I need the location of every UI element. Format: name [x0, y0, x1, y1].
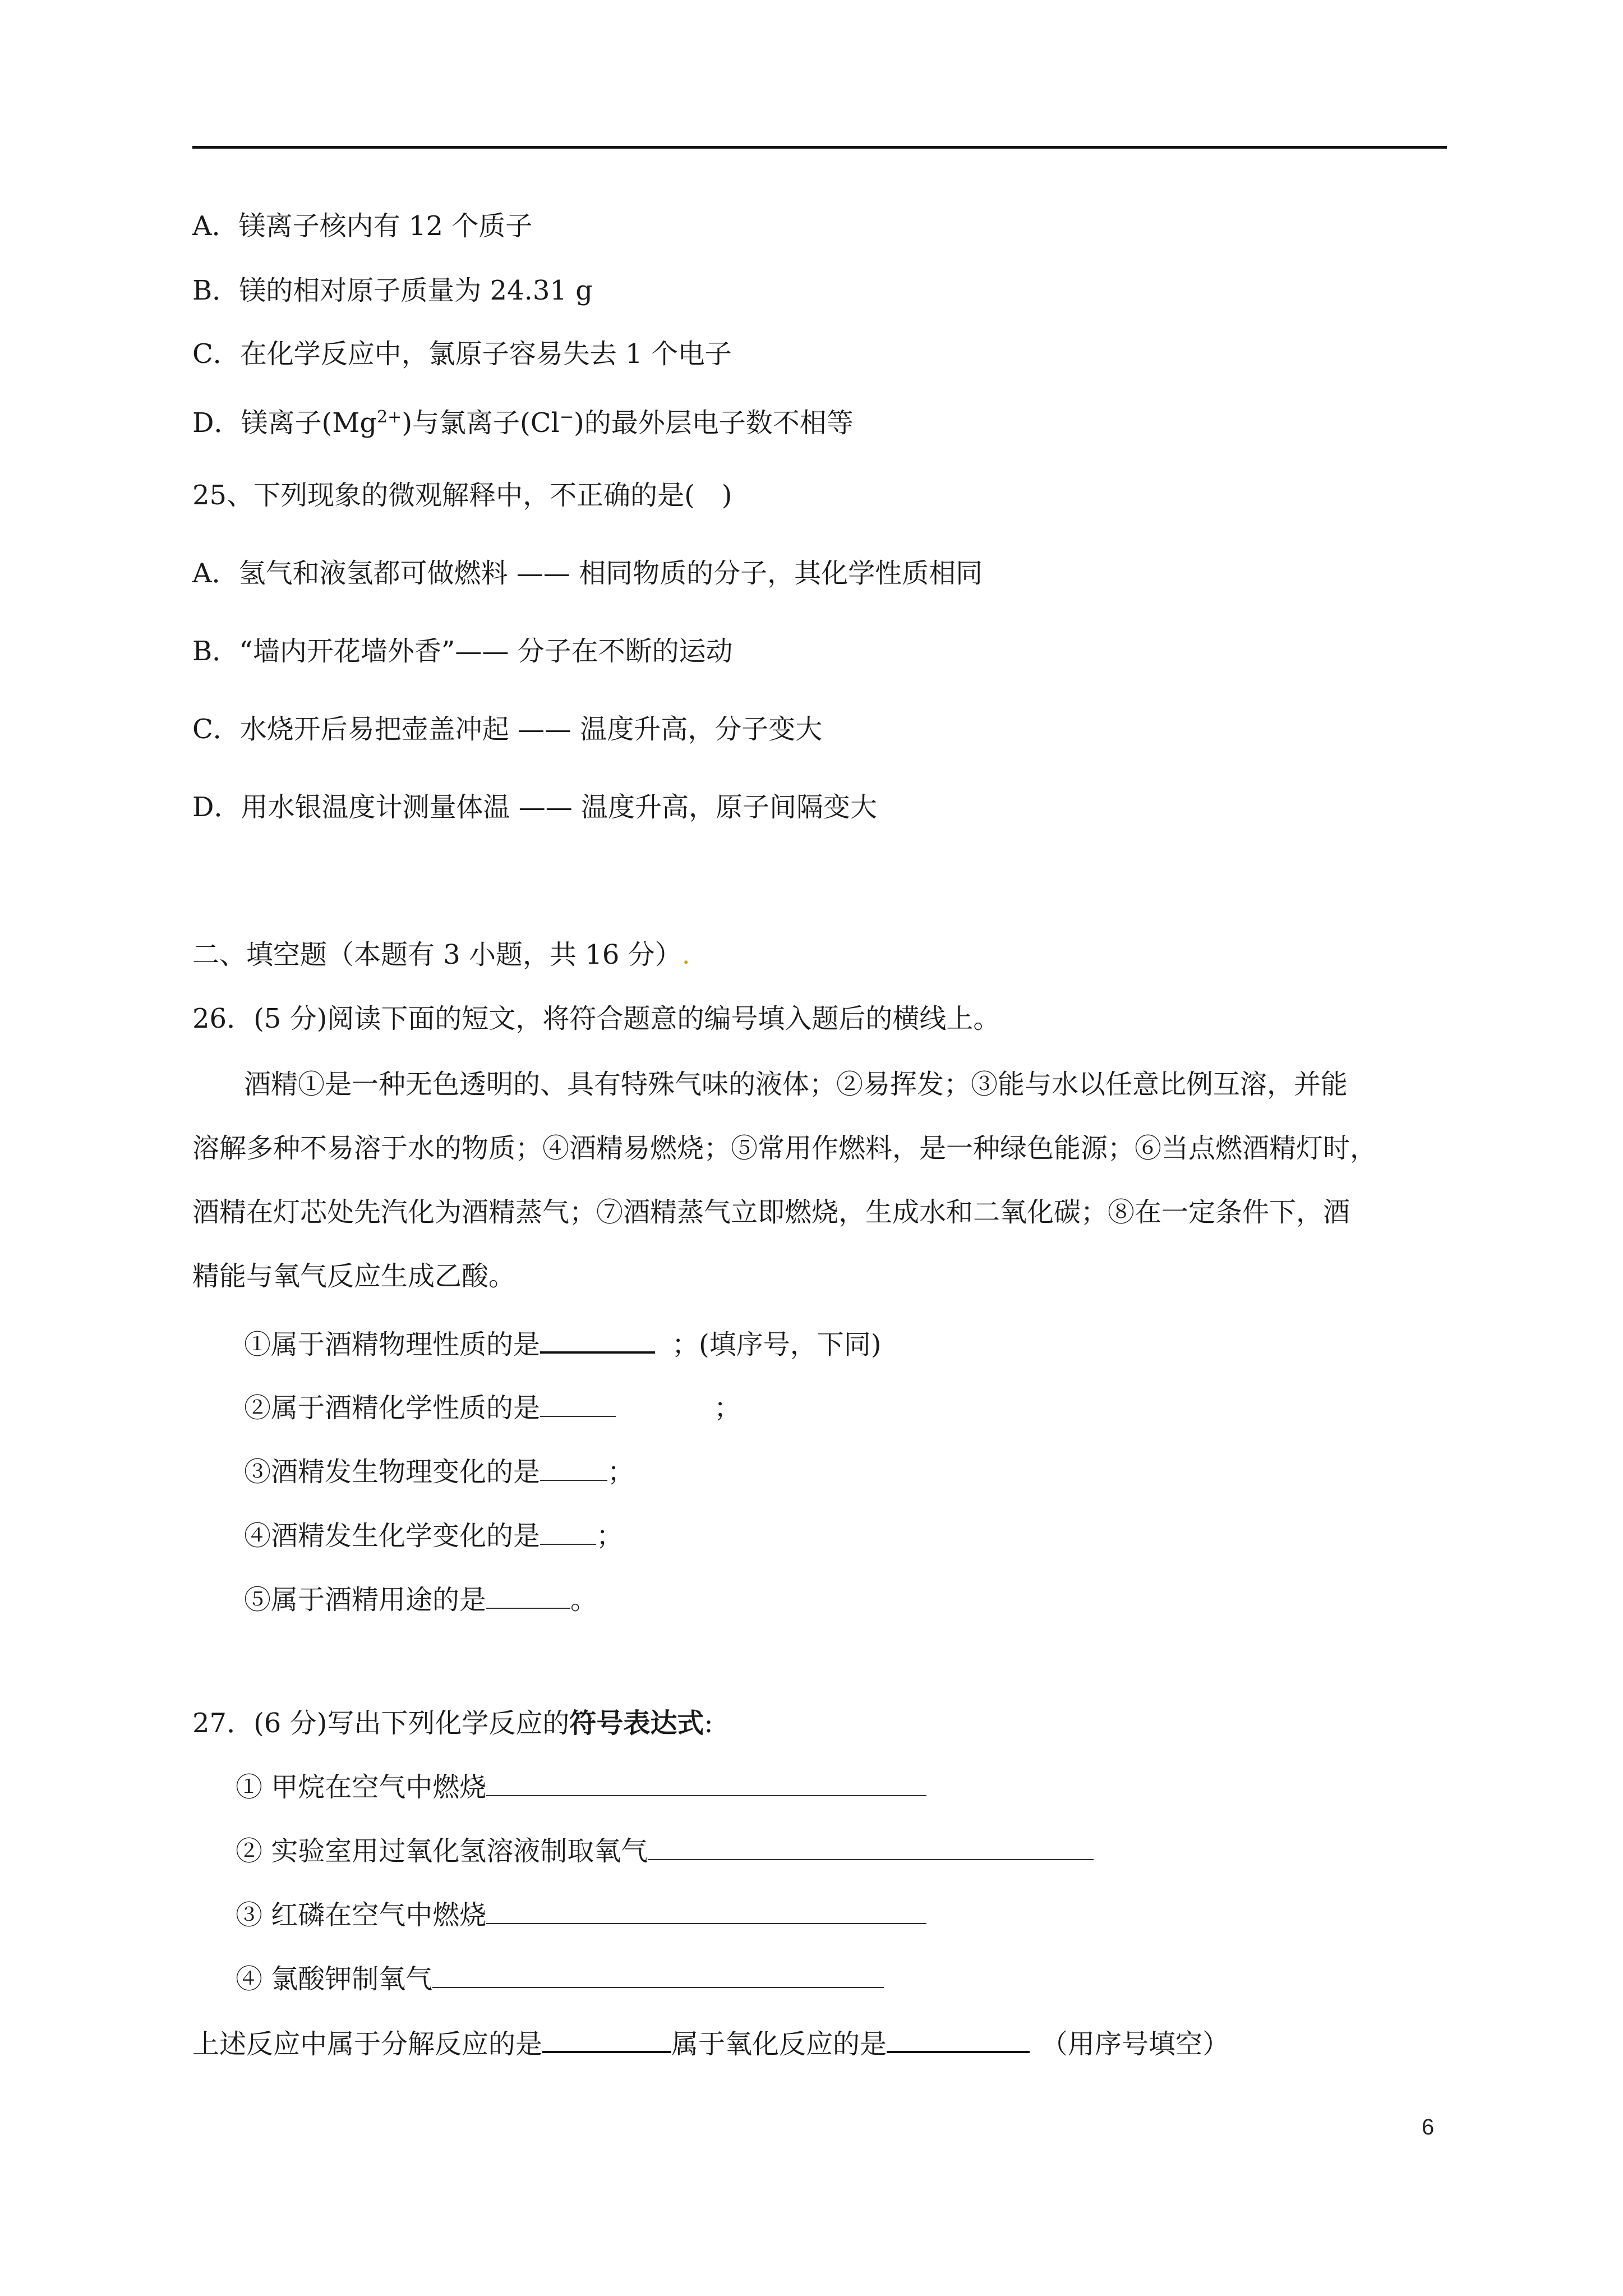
page-number: 6 [1422, 2115, 1435, 2139]
q27-stem [192, 1706, 713, 1740]
q24-option-a: A．镁离子核内有 12 个质子 [192, 210, 533, 242]
q26-sub-1-label: ①属于酒精物理性质的是 [244, 1329, 541, 1360]
q26-sub-5 [244, 1583, 597, 1617]
equation-blank-3[interactable] [486, 1898, 926, 1924]
section-heading-text: 二、填空题（本题有 3 小题，共 16 分） [192, 939, 682, 970]
cl-charge: − [559, 407, 574, 427]
q25-option-d: D．用水银温度计测量体温 —— 温度升高，原子间隔变大 [192, 792, 878, 823]
answer-blank-2[interactable] [540, 1391, 616, 1417]
q27-reaction-4-label: ④ 氯酸钾制氧气 [236, 1963, 433, 1995]
q25-option-a: A．氢气和液氢都可做燃料 —— 相同物质的分子，其化学性质相同 [192, 558, 983, 589]
q26-paragraph-line-3: 酒精在灯芯处先汽化为酒精蒸气；⑦酒精蒸气立即燃烧，生成水和二氧化碳；⑧在一定条件下，酒 [192, 1197, 1350, 1228]
equation-blank-2[interactable] [648, 1834, 1094, 1860]
q25-stem: 25、下列现象的微观解释中，不正确的是( ) [192, 480, 732, 511]
q27-summary [192, 2026, 1229, 2061]
q24-option-d-mid: )与氯离子(Cl [402, 407, 560, 439]
q26-sub-1 [244, 1327, 881, 1361]
q26-sub-2-tail: ； [714, 1392, 741, 1424]
oxidation-blank[interactable] [887, 2026, 1030, 2053]
answer-blank-3[interactable] [540, 1455, 607, 1481]
q26-paragraph-line-1: 酒精①是一种无色透明的、具有特殊气味的液体；②易挥发；③能与水以任意比例互溶，并能 [244, 1069, 1348, 1100]
q26-sub-4-tail: ； [596, 1520, 624, 1552]
q27-reaction-3 [236, 1898, 926, 1932]
q27-reaction-1 [236, 1770, 926, 1804]
q24-option-d-pre: D．镁离子(Mg [192, 407, 377, 439]
q26-paragraph-line-2: 溶解多种不易溶于水的物质；④酒精易燃烧；⑤常用作燃料，是一种绿色能源；⑥当点燃酒精灯时， [192, 1133, 1377, 1164]
q24-option-c: C．在化学反应中，氯原子容易失去 1 个电子 [192, 338, 732, 370]
equation-blank-4[interactable] [432, 1962, 884, 1988]
q27-stem-post: : [704, 1708, 713, 1739]
q26-sub-1-tail: ；(填序号，下同) [672, 1329, 882, 1360]
q24-option-d-post: )的最外层电子数不相等 [574, 407, 854, 439]
header-rule [192, 146, 1447, 149]
decomposition-blank[interactable] [542, 2026, 671, 2053]
q24-option-d [192, 401, 854, 440]
q25-option-b: B．“墙内开花墙外香”—— 分子在不断的运动 [192, 636, 733, 667]
answer-blank-4[interactable] [540, 1519, 596, 1545]
equation-blank-1[interactable] [486, 1770, 926, 1796]
q26-sub-5-tail: 。 [570, 1584, 598, 1616]
q25-option-c: C．水烧开后易把壶盖冲起 —— 温度升高，分子变大 [192, 714, 823, 745]
q26-sub-3-tail: ； [607, 1456, 635, 1488]
heading-dot: . [681, 939, 690, 970]
q26-sub-2-label: ②属于酒精化学性质的是 [244, 1392, 541, 1424]
q27-reaction-4 [236, 1962, 884, 1996]
q26-sub-2 [244, 1391, 741, 1425]
answer-blank-1[interactable] [540, 1327, 655, 1354]
q27-stem-bold: 符号表达式 [569, 1708, 704, 1739]
q26-sub-4 [244, 1519, 623, 1553]
q27-reaction-2 [236, 1834, 1094, 1868]
q26-sub-4-label: ④酒精发生化学变化的是 [244, 1520, 541, 1552]
q27-reaction-1-label: ① 甲烷在空气中燃烧 [236, 1772, 487, 1803]
q26-sub-3 [244, 1455, 634, 1489]
q26-sub-3-label: ③酒精发生物理变化的是 [244, 1456, 541, 1488]
q27-stem-pre: 27．(6 分)写出下列化学反应的 [192, 1708, 570, 1739]
q24-option-b: B．镁的相对原子质量为 24.31 g [192, 275, 593, 306]
mg-charge: 2+ [377, 407, 402, 427]
q26-paragraph-line-4: 精能与氧气反应生成乙酸。 [192, 1260, 516, 1292]
q27-reaction-2-label: ② 实验室用过氧化氢溶液制取氧气 [236, 1835, 648, 1867]
q27-reaction-3-label: ③ 红磷在空气中燃烧 [236, 1899, 487, 1931]
q27-summary-mid: 属于氧化反应的是 [671, 2028, 887, 2060]
section-heading [192, 938, 690, 972]
q27-summary-post: （用序号填空） [1041, 2028, 1230, 2060]
q26-stem: 26．(5 分)阅读下面的短文，将符合题意的编号填入题后的横线上。 [192, 1003, 1000, 1034]
q27-summary-pre: 上述反应中属于分解反应的是 [192, 2028, 543, 2060]
answer-blank-5[interactable] [486, 1583, 570, 1609]
q26-sub-5-label: ⑤属于酒精用途的是 [244, 1584, 487, 1616]
